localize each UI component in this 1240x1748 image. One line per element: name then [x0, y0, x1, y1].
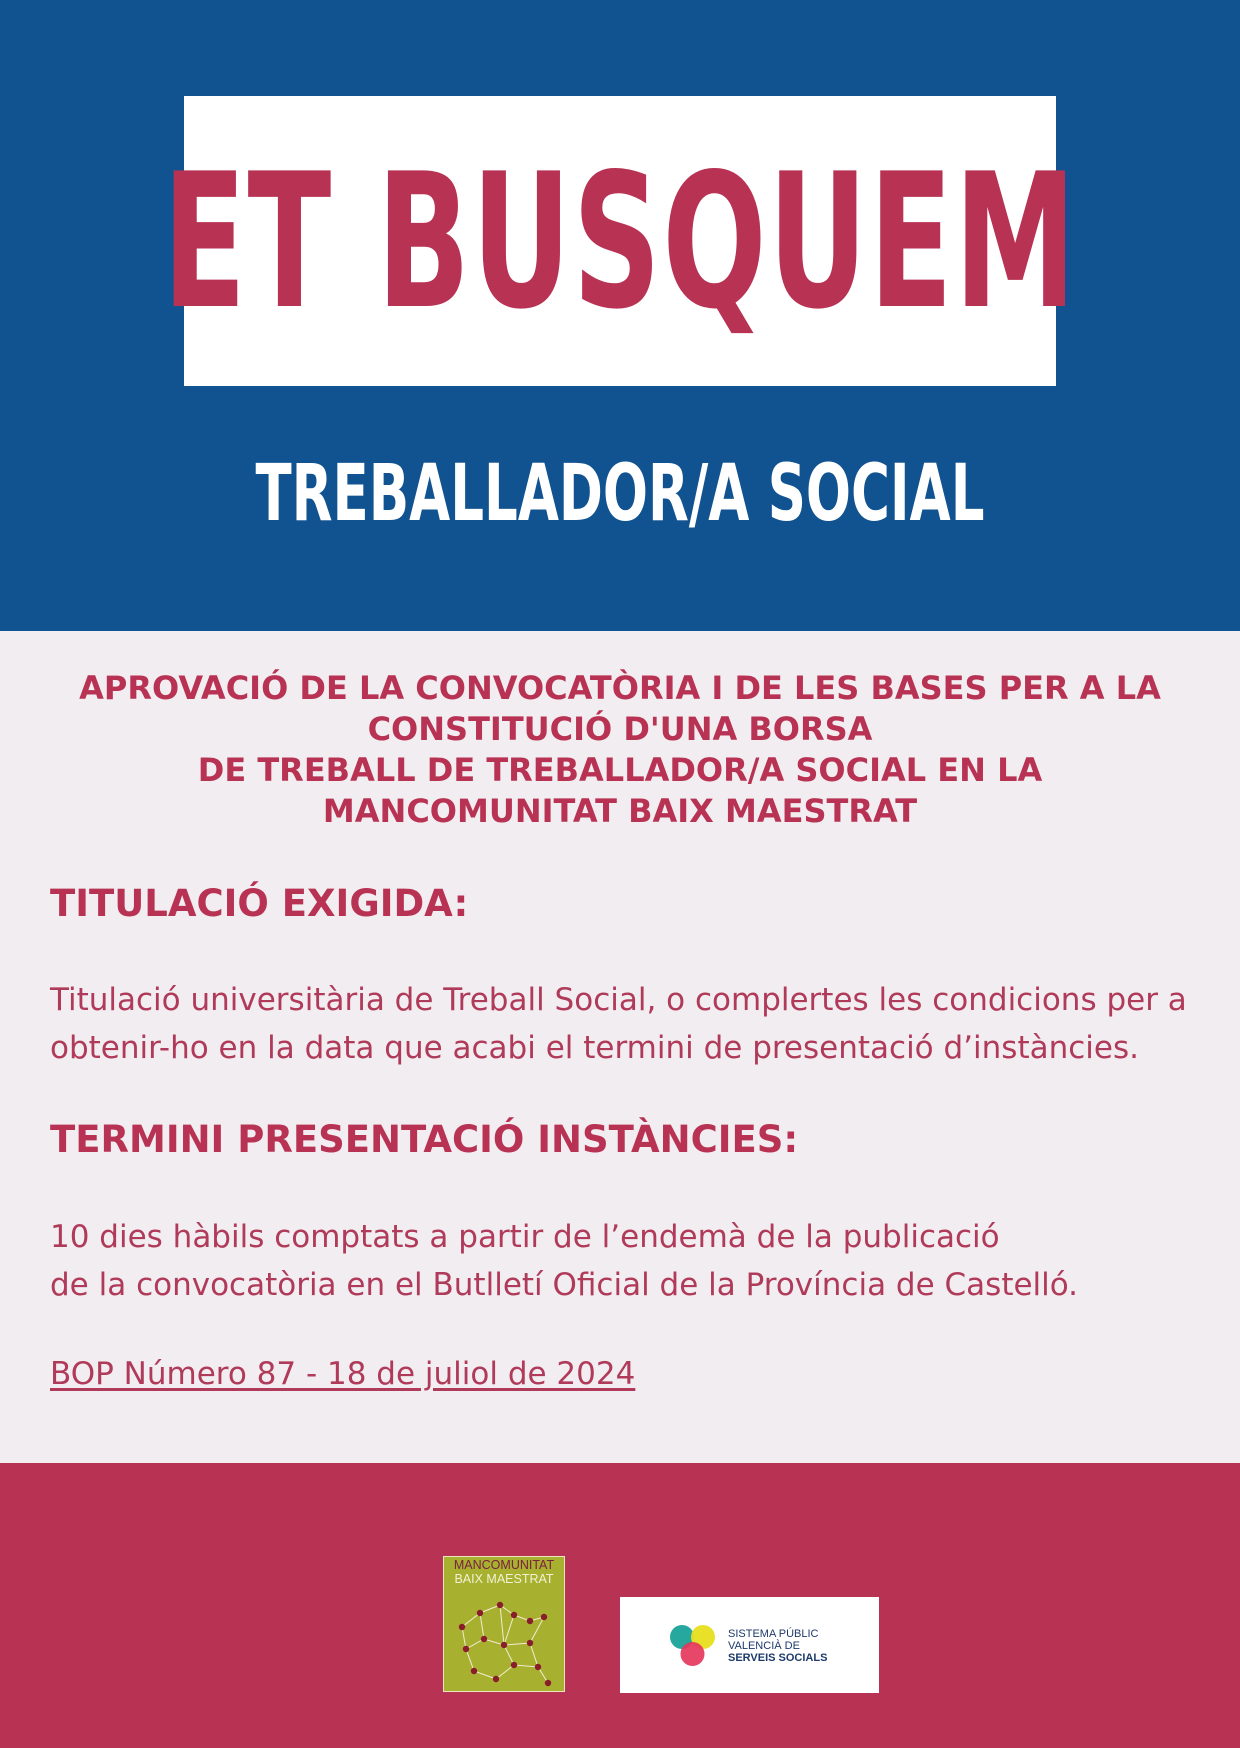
headline-box: [162, 96, 1078, 386]
mancomunitat-logo: [443, 1556, 565, 1692]
qualification-line: Titulació universitària de Treball Social, o complertes les condicions per a: [50, 982, 1187, 1018]
ss-line2: VALENCIÀ DE: [728, 1640, 800, 1652]
header-band: [0, 0, 1240, 631]
overlapping-circles-icon: [668, 1623, 720, 1671]
notice-title-line: APROVACIÓ DE LA CONVOCATÒRIA I DE LES BASES PER A LA: [79, 669, 1161, 707]
deadline-line: de la convocatòria en el Butlletí Oficial de la Província de Castelló.: [50, 1267, 1079, 1303]
deadline-heading: TERMINI PRESENTACIÓ INSTÀNCIES:: [50, 1118, 799, 1161]
notice-title-line: CONSTITUCIÓ D'UNA BORSA: [367, 710, 873, 748]
mancomunitat-logo-line2: BAIX MAESTRAT: [454, 1572, 554, 1586]
notice-title-line: DE TREBALL DE TREBALLADOR/A SOCIAL EN LA: [197, 751, 1043, 789]
ss-line3: SERVEIS SOCIALS: [728, 1652, 828, 1664]
bop-reference-link[interactable]: BOP Número 87 - 18 de juliol de 2024: [50, 1356, 636, 1392]
network-graph-icon: [444, 1587, 564, 1691]
notice-title-line: MANCOMUNITAT BAIX MAESTRAT: [322, 792, 918, 830]
headline: ET BUSQUEM: [162, 132, 1078, 350]
position-title: TREBALLADOR/A SOCIAL: [255, 449, 985, 539]
qualification-text: [50, 976, 1210, 1072]
notice-title: [60, 668, 1180, 832]
qualification-heading: TITULACIÓ EXIGIDA:: [50, 882, 469, 925]
deadline-text: [50, 1213, 1210, 1309]
mancomunitat-logo-line1: MANCOMUNITAT: [453, 1558, 555, 1572]
deadline-line: 10 dies hàbils comptats a partir de l’endemà de la publicació: [50, 1219, 1000, 1255]
serveis-socials-text: [728, 1628, 827, 1664]
qualification-line: obtenir-ho en la data que acabi el termini de presentació d’instàncies.: [50, 1030, 1139, 1066]
ss-line1: SISTEMA PÚBLIC: [728, 1628, 819, 1640]
serveis-socials-logo: [620, 1597, 879, 1693]
